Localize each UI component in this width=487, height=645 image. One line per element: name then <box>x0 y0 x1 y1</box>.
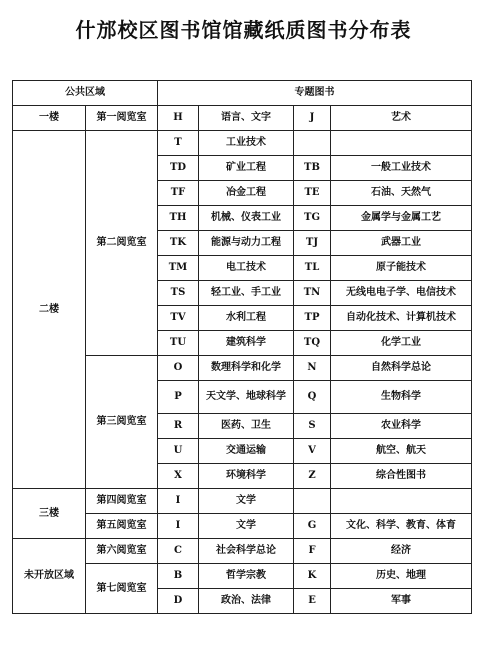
class-code: TP <box>294 306 331 331</box>
class-code: R <box>158 414 199 439</box>
class-name: 艺术 <box>331 106 472 131</box>
class-code <box>294 131 331 156</box>
class-name: 水利工程 <box>199 306 294 331</box>
class-code: N <box>294 356 331 381</box>
class-name: 自然科学总论 <box>331 356 472 381</box>
class-code: TU <box>158 331 199 356</box>
class-code: P <box>158 381 199 414</box>
class-code: C <box>158 539 199 564</box>
class-code: TF <box>158 181 199 206</box>
class-name <box>331 131 472 156</box>
room-cell: 第一阅览室 <box>86 106 158 131</box>
collection-distribution-table <box>12 80 472 614</box>
class-name: 金属学与金属工艺 <box>331 206 472 231</box>
class-name: 社会科学总论 <box>199 539 294 564</box>
class-code: TH <box>158 206 199 231</box>
class-name: 哲学宗教 <box>199 564 294 589</box>
class-code: TL <box>294 256 331 281</box>
class-code: TQ <box>294 331 331 356</box>
class-code: TJ <box>294 231 331 256</box>
class-code: J <box>294 106 331 131</box>
floor-cell: 未开放区域 <box>13 539 86 614</box>
class-name: 政治、法律 <box>199 589 294 614</box>
class-name: 语言、文字 <box>199 106 294 131</box>
floor-cell: 二楼 <box>13 131 86 489</box>
class-name: 环境科学 <box>199 464 294 489</box>
class-code: TM <box>158 256 199 281</box>
table-row <box>13 489 472 514</box>
class-code: U <box>158 439 199 464</box>
class-name: 经济 <box>331 539 472 564</box>
class-code: TS <box>158 281 199 306</box>
class-name: 矿业工程 <box>199 156 294 181</box>
room-cell: 第二阅览室 <box>86 131 158 356</box>
class-name: 军事 <box>331 589 472 614</box>
class-code: TB <box>294 156 331 181</box>
class-name: 综合性图书 <box>331 464 472 489</box>
class-name: 无线电电子学、电信技术 <box>331 281 472 306</box>
class-name: 历史、地理 <box>331 564 472 589</box>
class-code: Q <box>294 381 331 414</box>
header-public-area: 公共区域 <box>13 81 158 106</box>
class-name: 武器工业 <box>331 231 472 256</box>
class-code: TN <box>294 281 331 306</box>
class-code: F <box>294 539 331 564</box>
class-code: X <box>158 464 199 489</box>
class-code: I <box>158 489 199 514</box>
class-name: 生物科学 <box>331 381 472 414</box>
class-code: I <box>158 514 199 539</box>
room-cell: 第四阅览室 <box>86 489 158 514</box>
class-code: TG <box>294 206 331 231</box>
class-code: G <box>294 514 331 539</box>
class-code: TD <box>158 156 199 181</box>
class-code: T <box>158 131 199 156</box>
page-title: 什邡校区图书馆馆藏纸质图书分布表 <box>75 18 412 42</box>
class-name: 农业科学 <box>331 414 472 439</box>
class-name: 文学 <box>199 489 294 514</box>
class-code: V <box>294 439 331 464</box>
room-cell: 第三阅览室 <box>86 356 158 489</box>
class-code: S <box>294 414 331 439</box>
class-code: H <box>158 106 199 131</box>
class-code: B <box>158 564 199 589</box>
room-cell: 第六阅览室 <box>86 539 158 564</box>
room-cell: 第七阅览室 <box>86 564 158 614</box>
floor-cell: 一楼 <box>13 106 86 131</box>
class-name: 一般工业技术 <box>331 156 472 181</box>
class-name: 石油、天然气 <box>331 181 472 206</box>
class-code: TK <box>158 231 199 256</box>
table-row <box>13 131 472 156</box>
class-code <box>294 489 331 514</box>
class-name: 电工技术 <box>199 256 294 281</box>
class-code: O <box>158 356 199 381</box>
class-name: 文学 <box>199 514 294 539</box>
class-name: 数理科学和化学 <box>199 356 294 381</box>
class-name: 机械、仪表工业 <box>199 206 294 231</box>
class-name: 天文学、地球科学 <box>199 381 294 414</box>
class-name: 交通运输 <box>199 439 294 464</box>
class-code: K <box>294 564 331 589</box>
class-code: TE <box>294 181 331 206</box>
class-code: Z <box>294 464 331 489</box>
class-name: 轻工业、手工业 <box>199 281 294 306</box>
class-name: 自动化技术、计算机技术 <box>331 306 472 331</box>
class-code: D <box>158 589 199 614</box>
class-name: 原子能技术 <box>331 256 472 281</box>
class-code: TV <box>158 306 199 331</box>
class-name: 能源与动力工程 <box>199 231 294 256</box>
table-header-row <box>13 81 472 106</box>
class-name: 医药、卫生 <box>199 414 294 439</box>
class-name: 化学工业 <box>331 331 472 356</box>
class-name: 文化、科学、教育、体育 <box>331 514 472 539</box>
table-row <box>13 106 472 131</box>
class-name: 航空、航天 <box>331 439 472 464</box>
class-name: 建筑科学 <box>199 331 294 356</box>
class-name: 工业技术 <box>199 131 294 156</box>
class-name: 冶金工程 <box>199 181 294 206</box>
class-code: E <box>294 589 331 614</box>
header-topic-books: 专题图书 <box>158 81 472 106</box>
class-name <box>331 489 472 514</box>
table-row <box>13 539 472 564</box>
floor-cell: 三楼 <box>13 489 86 539</box>
room-cell: 第五阅览室 <box>86 514 158 539</box>
